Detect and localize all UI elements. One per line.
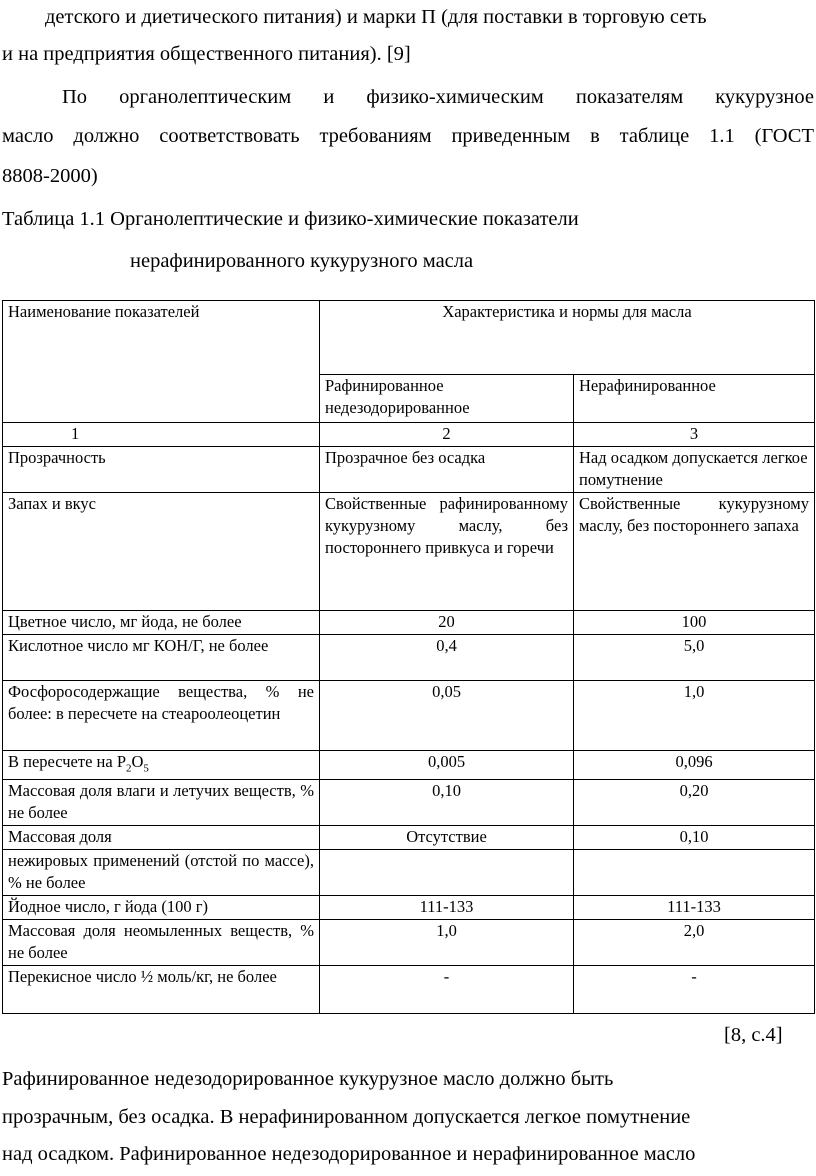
table-row bbox=[3, 920, 815, 966]
row-refined: - bbox=[320, 966, 574, 1014]
outro-line-2: прозрачным, без осадка. В нерафинированном допускается легкое помутнение bbox=[2, 1106, 691, 1128]
row-refined: 111-133 bbox=[320, 896, 574, 920]
row-refined: Свойственные рафинированному кукурузному маслу, без постороннего привкуса и горечи bbox=[320, 493, 574, 611]
row-name: нежировых применений (отстой по массе), % не более bbox=[3, 850, 320, 896]
table-row bbox=[3, 611, 815, 635]
intro-line-1: детского и диетического питания) и марки П (для поставки в торговую сеть bbox=[45, 6, 707, 28]
paragraph-line-1: По органолептическим и физико-химическим показателям кукурузное bbox=[62, 86, 814, 108]
table-row bbox=[3, 780, 815, 826]
table-row bbox=[3, 681, 815, 751]
table-row bbox=[3, 896, 815, 920]
row-name: Прозрачность bbox=[3, 447, 320, 493]
table-row bbox=[3, 493, 815, 611]
row-unrefined: 5,0 bbox=[574, 635, 815, 681]
table-caption-line-1: Таблица 1.1 Органолептические и физико-химические показатели bbox=[2, 208, 579, 230]
row-unrefined: Свойственные кукурузному маслу, без постороннего запаха bbox=[574, 493, 815, 611]
row-refined: 20 bbox=[320, 611, 574, 635]
row-refined: 0,4 bbox=[320, 635, 574, 681]
row-name: В пересчете на $P_2O_5$ bbox=[3, 751, 320, 780]
header-refined: Рафинированное недезодорированное bbox=[325, 376, 470, 417]
table-row bbox=[3, 850, 815, 896]
intro-line-2: и на предприятия общественного питания). [9] bbox=[2, 43, 411, 65]
row-name: Перекисное число ½ моль/кг, не более bbox=[3, 966, 320, 1014]
row-unrefined: 0,10 bbox=[574, 826, 815, 850]
table-header-row bbox=[3, 301, 815, 375]
row-name: Запах и вкус bbox=[3, 493, 320, 611]
row-refined: Прозрачное без осадка bbox=[320, 447, 574, 493]
row-name: Массовая доля неомыленных веществ, % не более bbox=[3, 920, 320, 966]
table-row bbox=[3, 447, 815, 493]
row-unrefined: 111-133 bbox=[574, 896, 815, 920]
source-reference: [8, с.4] bbox=[724, 1024, 783, 1046]
row-unrefined: Над осадком допускается легкое помутнение bbox=[574, 447, 815, 493]
paragraph-line-2: масло должно соответствовать требованиям приведенным в таблице 1.1 (ГОСТ bbox=[2, 125, 814, 147]
table-caption-line-2: нерафинированного кукурузного масла bbox=[130, 250, 474, 272]
table-row bbox=[3, 826, 815, 850]
row-name: Фосфоросодержащие вещества, % не более: в пересчете на стеароолеоцетин bbox=[3, 681, 320, 751]
row-unrefined: 1,0 bbox=[574, 681, 815, 751]
row-unrefined: - bbox=[574, 966, 815, 1014]
row-unrefined bbox=[574, 850, 815, 896]
header-name: Наименование показателей bbox=[8, 302, 200, 321]
header-unrefined: Нерафинированное bbox=[579, 376, 716, 395]
row-name: Йодное число, г йода (100 г) bbox=[3, 896, 320, 920]
row-refined: 1,0 bbox=[320, 920, 574, 966]
row-refined: 0,005 bbox=[320, 751, 574, 780]
col-num-3: 3 bbox=[574, 423, 815, 447]
header-norms: Характеристика и нормы для масла bbox=[442, 302, 692, 321]
row-name: Массовая доля bbox=[3, 826, 320, 850]
header-name-cell bbox=[3, 301, 320, 423]
table-row bbox=[3, 966, 815, 1014]
row-refined: Отсутствие bbox=[320, 826, 574, 850]
indicators-table bbox=[2, 300, 815, 1014]
row-unrefined: 0,096 bbox=[574, 751, 815, 780]
outro-line-1: Рафинированное недезодорированное кукурузное масло должно быть bbox=[2, 1068, 614, 1090]
header-norms-cell bbox=[320, 301, 815, 375]
row-unrefined: 100 bbox=[574, 611, 815, 635]
row-unrefined: 2,0 bbox=[574, 920, 815, 966]
row-unrefined: 0,20 bbox=[574, 780, 815, 826]
row-name: Кислотное число мг КОН/Г, не более bbox=[3, 635, 320, 681]
header-unrefined-cell bbox=[574, 375, 815, 423]
table-row bbox=[3, 751, 815, 780]
row-refined: 0,05 bbox=[320, 681, 574, 751]
table-row bbox=[3, 635, 815, 681]
paragraph-line-3: 8808-2000) bbox=[2, 165, 98, 187]
row-refined bbox=[320, 850, 574, 896]
col-num-2: 2 bbox=[320, 423, 574, 447]
outro-line-3: над осадком. Рафинированное недезодорированное и нерафинированное масло bbox=[2, 1143, 696, 1165]
col-num-1: 1 bbox=[3, 423, 320, 447]
row-refined: 0,10 bbox=[320, 780, 574, 826]
column-number-row bbox=[3, 423, 815, 447]
row-name: Цветное число, мг йода, не более bbox=[3, 611, 320, 635]
row-name: Массовая доля влаги и летучих веществ, % не более bbox=[3, 780, 320, 826]
header-refined-cell bbox=[320, 375, 574, 423]
